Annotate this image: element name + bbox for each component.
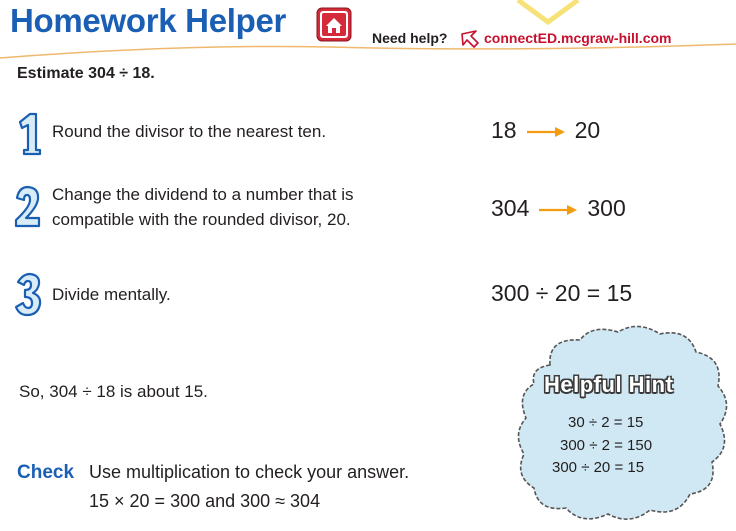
help-link[interactable]: connectED.mcgraw-hill.com [484,30,672,46]
check-label: Check [17,462,75,483]
check-equation: 15 × 20 = 300 and 300 ≈ 304 [89,491,321,511]
arrow-right-icon [537,203,579,217]
step-2-text-line-2: compatible with the rounded divisor, 20. [52,210,351,229]
hint-line-3: 300 ÷ 20 = 15 [552,459,645,476]
step-1-text: Round the divisor to the nearest ten. [52,122,327,141]
step-1-math-left: 18 [491,117,517,143]
page-title: Homework Helper [10,2,287,39]
step-2-math-right: 300 [587,195,626,221]
problem-statement: Estimate 304 ÷ 18. [17,65,155,82]
hint-line-1: 30 ÷ 2 = 15 [568,414,644,431]
step-2-math [491,195,626,222]
cursor-icon [459,28,481,50]
hint-line-2: 300 ÷ 2 = 150 [560,437,653,454]
need-help-label: Need help? [372,30,448,46]
hint-title: Helpful Hint [544,372,674,397]
step-2-text-line-1: Change the dividend to a number that is [52,185,354,204]
home-icon[interactable] [316,4,352,42]
step-2-number-icon [12,184,42,230]
check-text: Use multiplication to check your answer. [89,462,410,482]
step-1-math-right: 20 [574,117,601,143]
step-3-number-icon [13,272,43,318]
step-1-number-icon [14,110,44,156]
step-2-math-left: 304 [491,195,530,221]
conclusion-text: So, 304 ÷ 18 is about 15. [19,382,208,401]
step-3-text: Divide mentally. [52,285,171,304]
step-3-math: 300 ÷ 20 = 15 [491,280,633,306]
arrow-right-icon [525,125,567,139]
step-1-math [491,117,600,144]
